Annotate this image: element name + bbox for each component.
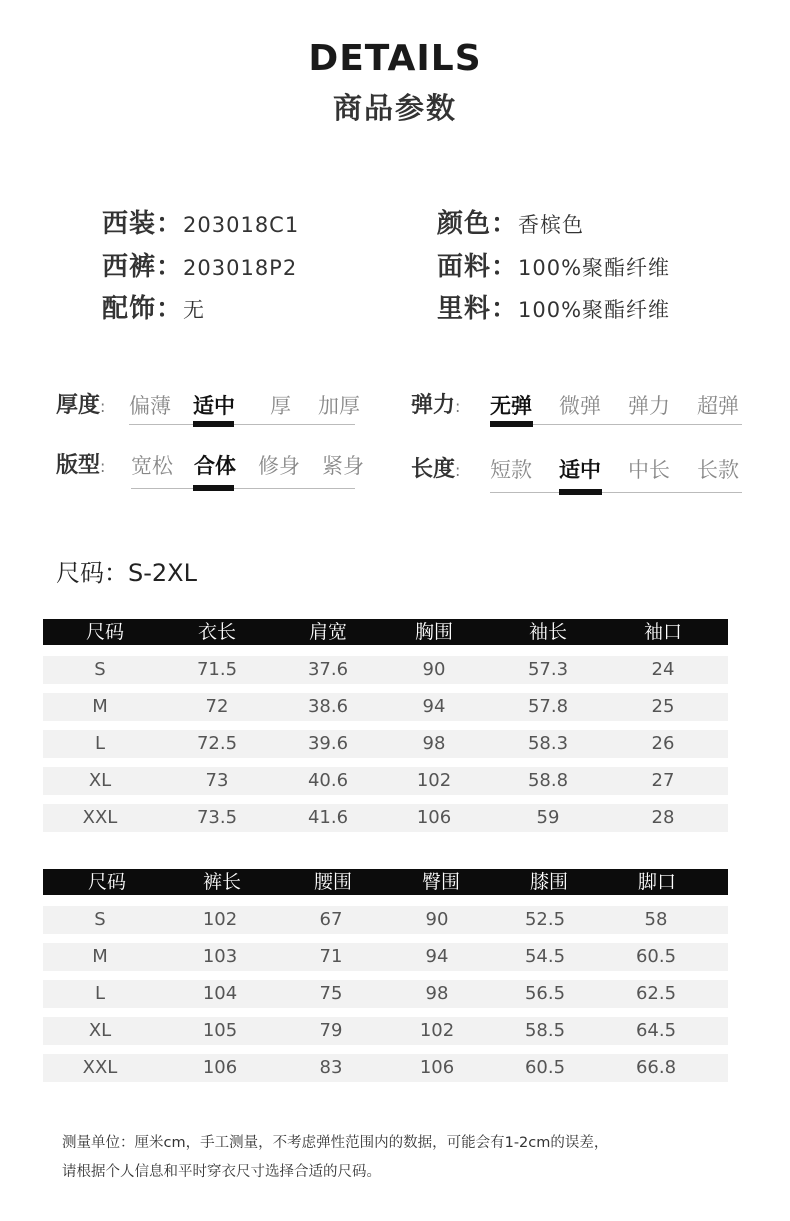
spec-label: 西裤： [102, 252, 184, 282]
table-cell: 71 [319, 946, 343, 967]
column-header: 袖口 [643, 621, 682, 643]
attr-option: 宽松 [131, 454, 173, 478]
table-cell: 75 [319, 983, 343, 1004]
table-cell: 58 [644, 909, 668, 930]
spec-value: 100%聚酯纤维 [518, 298, 671, 322]
measurement-note: 请根据个人信息和平时穿衣尺寸选择合适的尺码。 [62, 1164, 381, 1180]
attr-option: 长款 [697, 458, 739, 482]
table-cell: 58.8 [527, 770, 569, 791]
spec-suit [102, 203, 299, 240]
table-cell: 37.6 [307, 659, 349, 680]
scale-line [129, 424, 355, 425]
attr-option: 中长 [628, 458, 670, 482]
column-header: 腰围 [313, 871, 352, 893]
scale-line [131, 488, 355, 489]
attr-option: 超弹 [697, 394, 739, 418]
table-row [43, 1017, 728, 1045]
spec-lining [437, 288, 670, 325]
table-cell: 58.3 [527, 733, 569, 754]
table-row [43, 804, 728, 832]
table-row [43, 906, 728, 934]
table-cell: 59 [536, 807, 560, 828]
spec-label: 颜色： [437, 209, 519, 239]
table-cell: XXL [82, 1057, 118, 1078]
table-cell: M [92, 946, 108, 967]
table-cell: 83 [319, 1057, 343, 1078]
table-cell: L [94, 733, 106, 754]
table-row [43, 730, 728, 758]
column-header: 脚口 [637, 871, 676, 893]
spec-value: 203018P2 [183, 256, 298, 280]
scale-indicator [490, 421, 533, 427]
page-title-cn: 商品参数 [332, 91, 457, 125]
column-header: 尺码 [85, 621, 124, 643]
column-header: 衣长 [197, 621, 236, 643]
table-cell: 90 [422, 659, 446, 680]
table-cell: S [94, 659, 106, 680]
spec-value: 香槟色 [518, 213, 585, 237]
attr-label: 长度: [411, 457, 461, 482]
table-cell: 105 [202, 1020, 238, 1041]
attr-option-selected: 适中 [193, 394, 235, 418]
table-cell: 67 [319, 909, 343, 930]
table-cell: XL [88, 1020, 112, 1041]
spec-value: 203018C1 [183, 213, 300, 237]
attr-option-selected: 合体 [194, 454, 236, 478]
attr-option: 厚 [270, 394, 291, 418]
attr-option: 修身 [258, 454, 300, 478]
attr-option: 加厚 [318, 394, 360, 418]
page-title-en: DETAILS [308, 38, 482, 79]
spec-accessory [102, 288, 205, 325]
scale-indicator [559, 489, 602, 495]
table-cell: 41.6 [307, 807, 349, 828]
jacket-size-table [43, 619, 728, 833]
table-cell: 26 [651, 733, 675, 754]
table-cell: 73.5 [196, 807, 238, 828]
table-cell: S [94, 909, 106, 930]
table-cell: 54.5 [524, 946, 566, 967]
table-cell: 60.5 [635, 946, 677, 967]
table-cell: 106 [202, 1057, 238, 1078]
table-cell: 90 [425, 909, 449, 930]
scale-indicator [193, 421, 234, 427]
table-cell: 60.5 [524, 1057, 566, 1078]
column-header: 臀围 [421, 871, 460, 893]
table-cell: 106 [416, 807, 452, 828]
table-cell: 79 [319, 1020, 343, 1041]
table-cell: 102 [202, 909, 238, 930]
table-cell: 94 [422, 696, 446, 717]
table-row [43, 656, 728, 684]
column-header: 尺码 [87, 871, 126, 893]
table-cell: 28 [651, 807, 675, 828]
table-cell: 25 [651, 696, 675, 717]
column-header: 膝围 [529, 871, 568, 893]
table-cell: 98 [422, 733, 446, 754]
table-cell: 39.6 [307, 733, 349, 754]
table-cell: 72.5 [196, 733, 238, 754]
table-cell: 102 [416, 770, 452, 791]
spec-label: 里料： [437, 294, 519, 324]
spec-pants [102, 246, 297, 283]
table-cell: 73 [205, 770, 229, 791]
attr-option: 微弹 [559, 394, 601, 418]
table-cell: 94 [425, 946, 449, 967]
column-header: 胸围 [414, 621, 453, 643]
spec-label: 面料： [437, 252, 519, 282]
attr-label: 版型: [56, 453, 106, 478]
column-header: 裤长 [202, 871, 241, 893]
table-cell: XXL [82, 807, 118, 828]
table-cell: 71.5 [196, 659, 238, 680]
table-row [43, 1054, 728, 1082]
table-cell: XL [88, 770, 112, 791]
attr-option: 紧身 [322, 454, 364, 478]
spec-value: 100%聚酯纤维 [518, 256, 671, 280]
spec-value: 无 [183, 298, 206, 322]
pants-size-table [43, 869, 728, 1083]
spec-label: 配饰： [102, 294, 184, 324]
spec-color [437, 203, 584, 240]
table-header [43, 869, 728, 895]
column-header: 袖长 [528, 621, 567, 643]
table-cell: 40.6 [307, 770, 349, 791]
attr-label: 弹力: [411, 393, 461, 418]
table-cell: 62.5 [635, 983, 677, 1004]
scale-indicator [193, 485, 234, 491]
measurement-note: 测量单位：厘米cm，手工测量，不考虑弹性范围内的数据，可能会有1-2cm的误差， [62, 1135, 609, 1151]
table-header [43, 619, 728, 645]
size-range: 尺码：S-2XL [56, 559, 197, 587]
table-cell: 106 [419, 1057, 455, 1078]
table-cell: 24 [651, 659, 675, 680]
table-cell: 103 [202, 946, 238, 967]
attr-label: 厚度: [56, 393, 106, 418]
table-cell: M [92, 696, 108, 717]
attr-option: 偏薄 [129, 394, 171, 418]
table-cell: 52.5 [524, 909, 566, 930]
table-cell: 58.5 [524, 1020, 566, 1041]
table-row [43, 980, 728, 1008]
column-header: 肩宽 [308, 621, 347, 643]
attr-option: 弹力 [628, 394, 670, 418]
table-cell: 57.8 [527, 696, 569, 717]
table-cell: L [94, 983, 106, 1004]
spec-label: 西装： [102, 209, 184, 239]
table-cell: 102 [419, 1020, 455, 1041]
table-cell: 57.3 [527, 659, 569, 680]
spec-fabric [437, 246, 670, 283]
table-cell: 66.8 [635, 1057, 677, 1078]
table-cell: 104 [202, 983, 238, 1004]
table-cell: 72 [205, 696, 229, 717]
table-cell: 98 [425, 983, 449, 1004]
attr-option: 短款 [490, 458, 532, 482]
table-row [43, 767, 728, 795]
table-cell: 56.5 [524, 983, 566, 1004]
table-cell: 27 [651, 770, 675, 791]
table-row [43, 693, 728, 721]
table-cell: 38.6 [307, 696, 349, 717]
attr-option-selected: 适中 [559, 458, 601, 482]
table-cell: 64.5 [635, 1020, 677, 1041]
table-row [43, 943, 728, 971]
attr-option-selected: 无弹 [490, 394, 532, 418]
scale-line [490, 492, 742, 493]
